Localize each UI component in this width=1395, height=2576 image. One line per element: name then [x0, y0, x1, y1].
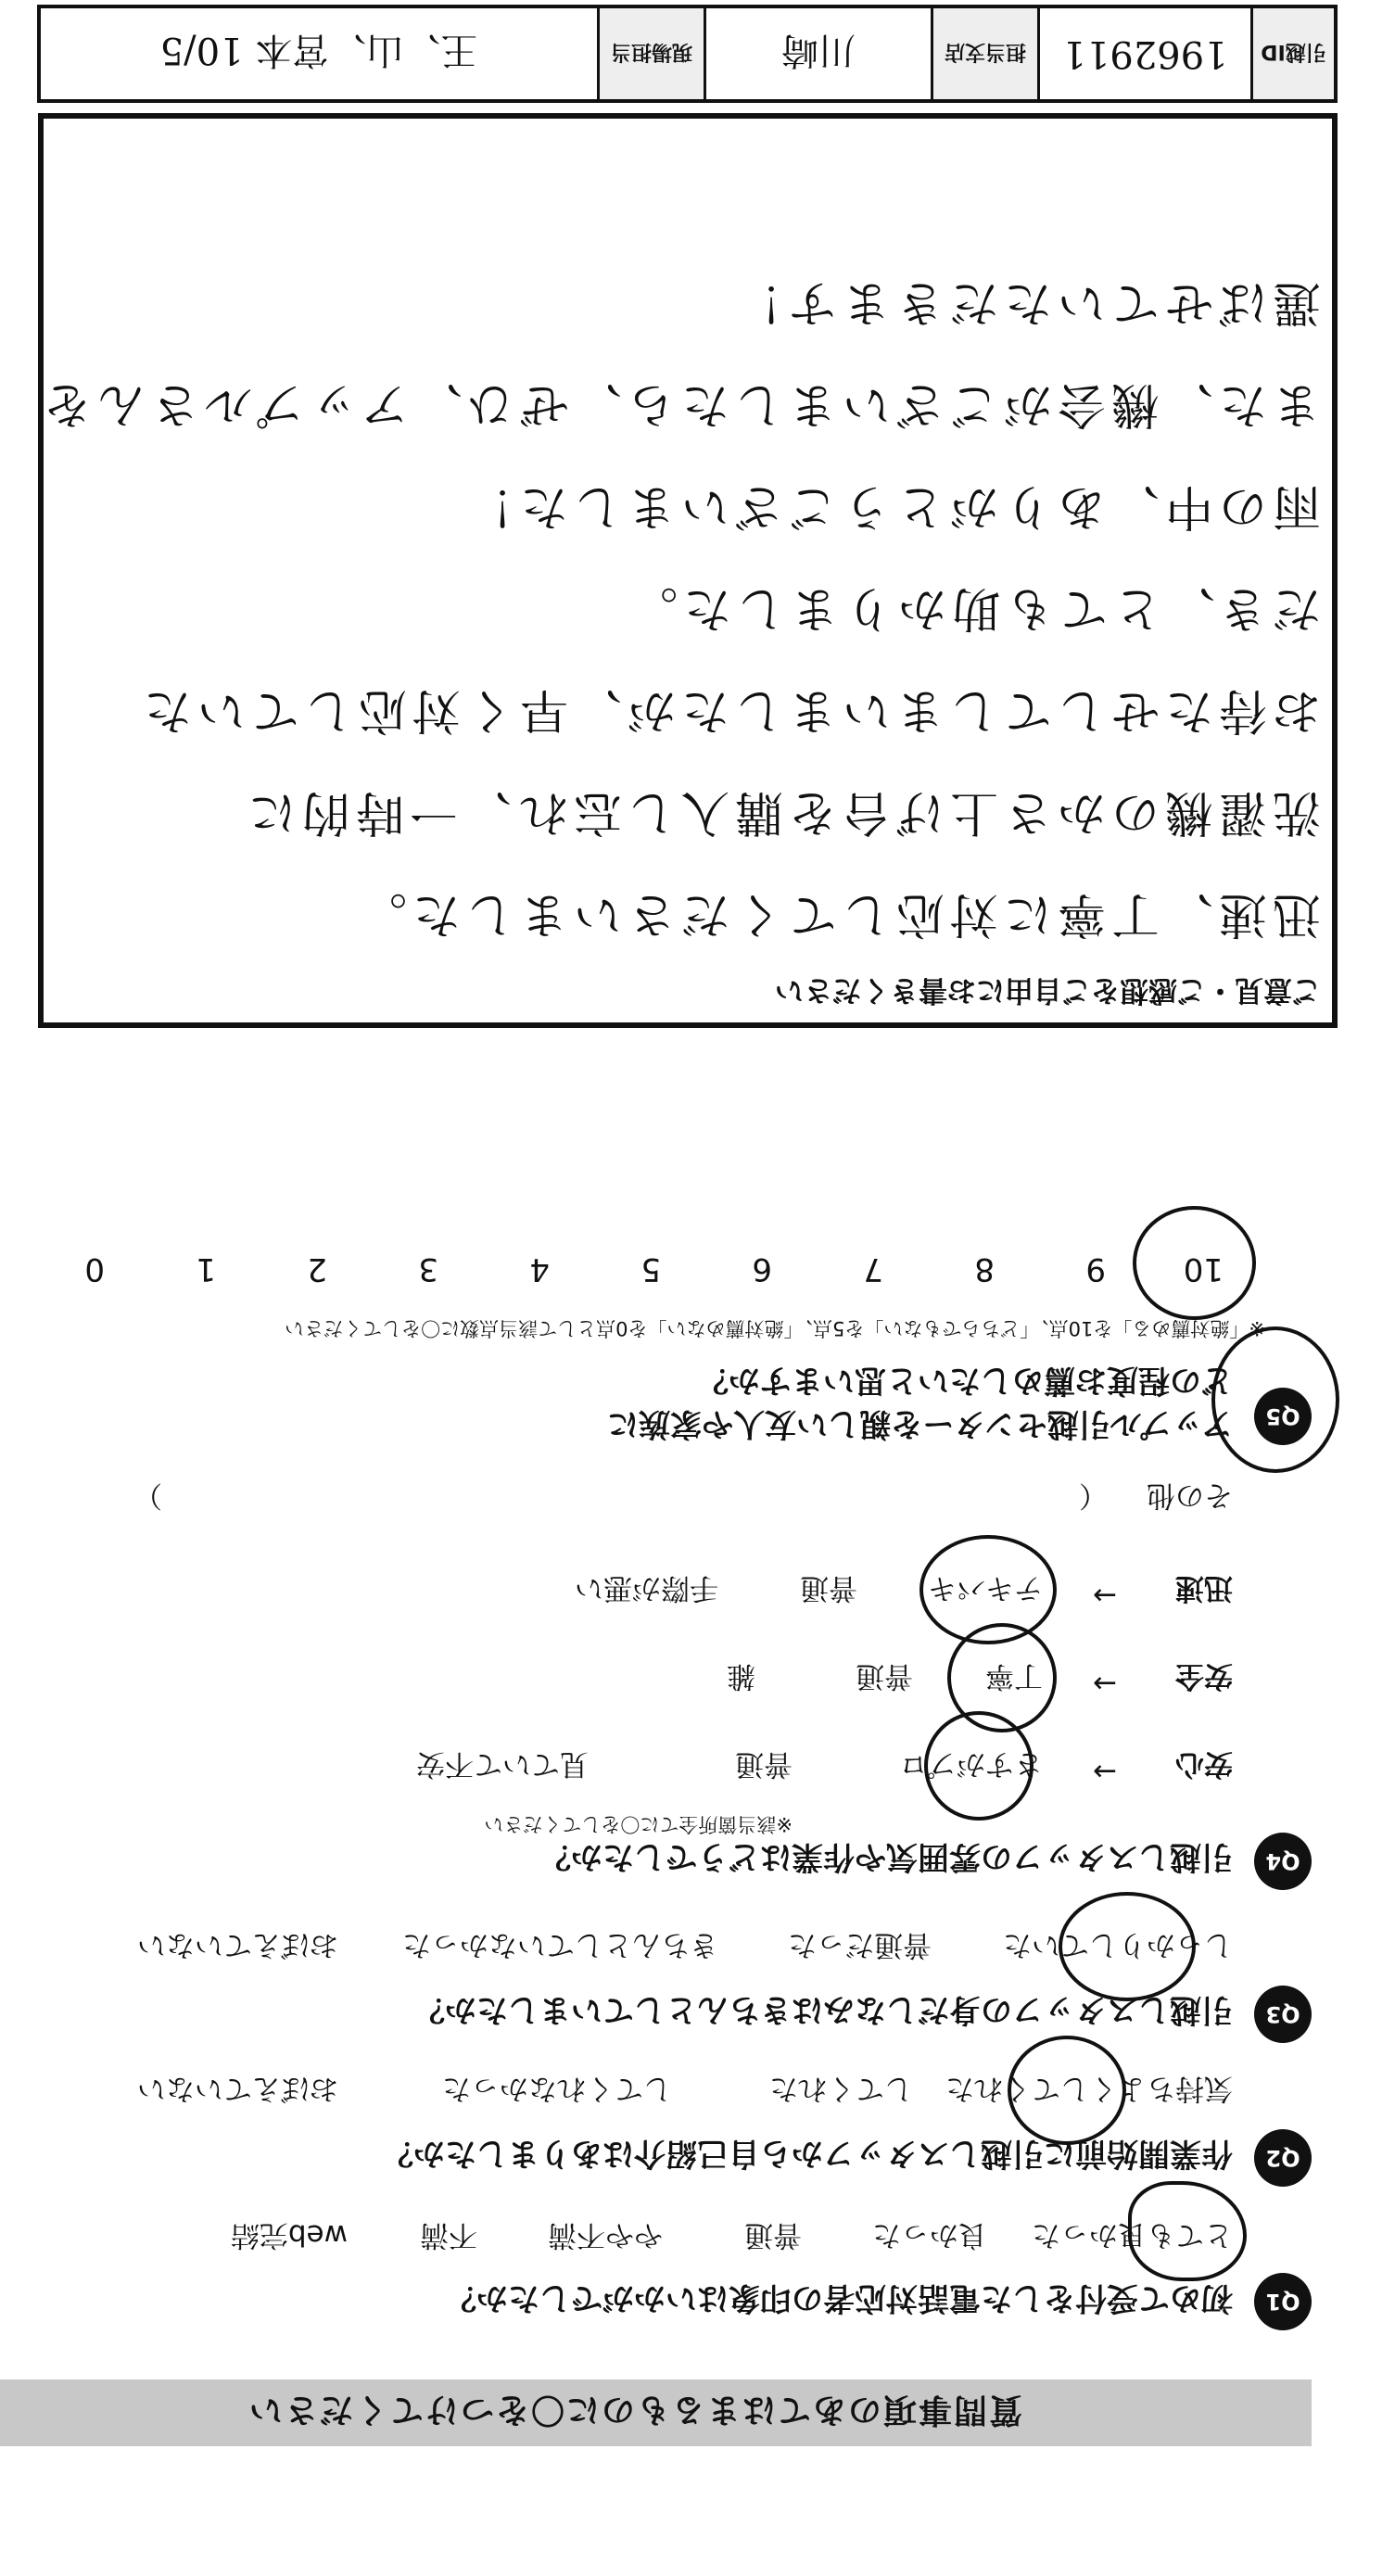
q5-scale-8: 8	[974, 1250, 995, 1288]
q5-scale-1: 1	[196, 1250, 216, 1288]
q4-row-jinsoku-opt3: 手際が悪い	[575, 1571, 718, 1605]
id-label: 引越ID	[1250, 8, 1334, 99]
q4-row-anzen-label: 安全	[1175, 1659, 1233, 1693]
q4-row-anzen-opt2: 普通	[856, 1659, 913, 1693]
q4-row-anshin-opt2: 普通	[735, 1747, 793, 1781]
q2-badge: Q2	[1254, 2129, 1312, 2187]
q4-row-jinsoku-opt1: テキパキ	[928, 1571, 1043, 1605]
q5-scale-2: 2	[307, 1250, 327, 1288]
q5-note: ※「絶対薦める」を10点、「どちらでもない」を5点、「絶対薦めない」を0点として該当点数に〇をしてください	[285, 1317, 1265, 1339]
q1-answer-circle	[1128, 2181, 1247, 2281]
q4-row-jinsoku-label: 迅速	[1175, 1571, 1233, 1605]
q5-scale-0: 0	[84, 1250, 105, 1288]
q2-question: 作業開始前に引越しスタッフから自己紹介はありましたか？	[382, 2135, 1233, 2172]
q1-option-5: 不満	[420, 2218, 477, 2252]
q3-option-4: おぼえていない	[137, 1928, 338, 1961]
q4-row-anzen-opt3: 雑	[727, 1659, 755, 1693]
comment-line-1: 迅速、丁寧に対応してくださいました。	[352, 886, 1321, 942]
q1-option-2: 良かった	[872, 2218, 987, 2252]
q4-other-label: その他	[1147, 1478, 1233, 1512]
instructions-banner: 質問事項のあてはまるものに〇をつけてください	[0, 2379, 1312, 2446]
q4-row-anzen-opt1: 丁寧	[985, 1659, 1043, 1693]
comment-line-3: お待たせしてしまいましたが、早く対応していた	[137, 682, 1321, 738]
q3-question: 引越しスタッフの身だしなみはきちんとしていましたか？	[413, 1991, 1233, 2028]
q1-badge: Q1	[1254, 2273, 1312, 2330]
q4-other-paren-close: ）	[133, 1478, 162, 1512]
q1-option-4: やや不満	[548, 2218, 663, 2252]
q5-scale-4: 4	[529, 1250, 550, 1288]
q2-option-1: 気持ちよくしてくれた	[945, 2072, 1233, 2105]
q3-badge: Q3	[1254, 1986, 1312, 2043]
q5-question-line1: アップル引越センターを親しい友人や家族に	[607, 1405, 1233, 1442]
q5-scale-6: 6	[752, 1250, 772, 1288]
q5-scale-3: 3	[418, 1250, 438, 1288]
q1-question: 初めて受付をした電話対応者の印象はいかがでしたか？	[445, 2279, 1233, 2316]
q5-scale-5: 5	[640, 1250, 661, 1288]
q3-option-3: きちんとしていなかった	[402, 1928, 718, 1961]
q3-answer-circle	[1059, 1892, 1196, 2001]
q1-option-6: web完結	[230, 2218, 348, 2252]
comment-line-7: 選ばせていただきます！	[729, 274, 1321, 330]
q5-scale-10: 10	[1183, 1250, 1224, 1288]
q2-option-3: してくれなかった	[442, 2072, 672, 2105]
q5-badge: Q5	[1254, 1388, 1312, 1445]
q4-row-anshin-opt3: 見ていて不安	[416, 1747, 589, 1781]
q5-scale-9: 9	[1085, 1250, 1106, 1288]
q4-row-anshin-opt1: さすがプロ	[899, 1747, 1043, 1781]
q4-row-anshin-label: 安心	[1175, 1747, 1233, 1781]
staff-label: 現場担当	[597, 8, 704, 99]
comment-line-2: 洗濯機のかさ上げ台を購入し忘れ、一時的に	[242, 784, 1321, 840]
q4-jinsoku-circle	[919, 1535, 1057, 1644]
q5-scale-7: 7	[863, 1250, 883, 1288]
id-table	[37, 5, 1338, 103]
q4-note: ※該当箇所全てに〇をしてください	[484, 1813, 793, 1835]
q2-option-4: おぼえていない	[137, 2072, 338, 2105]
q4-row-jinsoku-opt2: 普通	[800, 1571, 857, 1605]
q2-option-2: してくれた	[769, 2072, 913, 2105]
branch-label: 担当支店	[931, 8, 1037, 99]
q3-option-1: しっかりしていた	[1003, 1928, 1233, 1961]
q4-row-anshin-arrow: →	[1093, 1755, 1117, 1788]
q3-option-2: 普通だった	[788, 1928, 932, 1961]
comment-title: ご意見・ご感想をご自由にお書きください	[775, 973, 1321, 1007]
branch-value: 川崎	[704, 8, 931, 99]
q5-answer-circle	[1133, 1206, 1256, 1320]
q1-option-1: とても良かった	[1032, 2218, 1233, 2252]
q4-row-jinsoku-arrow: →	[1093, 1579, 1117, 1612]
comment-line-6: また、機会がございましたら、ぜひ、アップルさんを	[37, 376, 1321, 432]
staff-value: 王、山、宮本 10/5	[159, 29, 478, 72]
id-value: 1962911	[1037, 8, 1250, 99]
q2-answer-circle	[1008, 2036, 1126, 2145]
q5-question-line2: どの程度お薦めしたいと思いますか？	[697, 1362, 1233, 1399]
q1-option-3: 普通	[744, 2218, 802, 2252]
q4-question: 引越しスタッフの雰囲気や作業はどうでしたか？	[539, 1838, 1233, 1875]
q4-badge: Q4	[1254, 1833, 1312, 1890]
comment-line-5: 雨の中、ありがとうございました！	[460, 478, 1321, 534]
q4-other-paren-open: （	[1079, 1478, 1108, 1512]
comment-line-4: だき、とても助かりました。	[624, 580, 1321, 636]
q4-row-anzen-arrow: →	[1093, 1667, 1117, 1700]
